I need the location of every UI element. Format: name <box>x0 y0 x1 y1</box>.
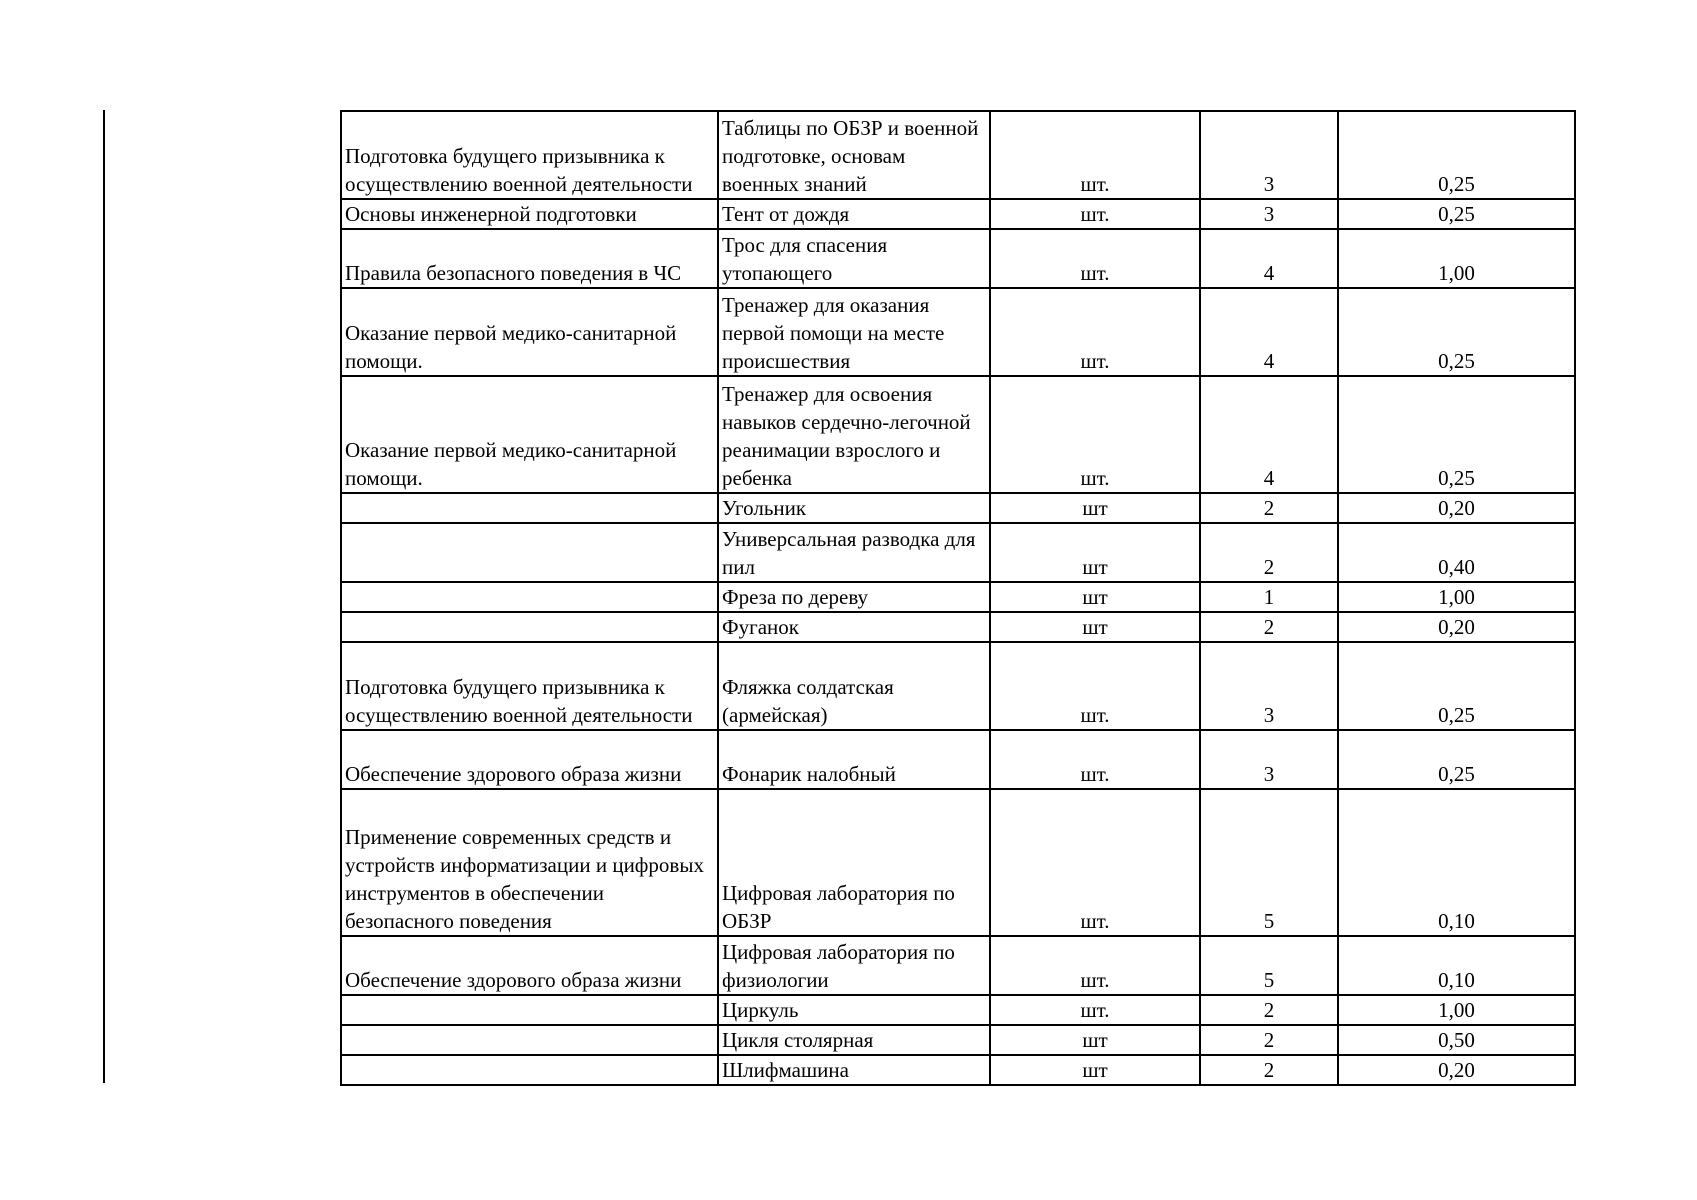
quantity-cell: 4 <box>1200 288 1338 376</box>
unit-cell: шт <box>990 493 1200 523</box>
item-cell: Фуганок <box>718 612 990 642</box>
item-cell: Фонарик налобный <box>718 730 990 789</box>
quantity-cell: 5 <box>1200 936 1338 995</box>
item-cell: Тент от дождя <box>718 199 990 229</box>
section-cell <box>341 995 718 1025</box>
unit-cell: шт. <box>990 229 1200 288</box>
item-cell: Цикля столярная <box>718 1025 990 1055</box>
table-row <box>341 995 1575 1025</box>
ratio-cell: 0,25 <box>1338 199 1575 229</box>
section-cell <box>341 1025 718 1055</box>
section-cell <box>341 493 718 523</box>
quantity-cell: 2 <box>1200 1025 1338 1055</box>
table-row <box>341 730 1575 789</box>
unit-cell: шт. <box>990 376 1200 493</box>
section-cell: Правила безопасного поведения в ЧС <box>341 229 718 288</box>
table-row <box>341 642 1575 730</box>
unit-cell: шт. <box>990 111 1200 199</box>
item-cell: Цифровая лаборатория по физиологии <box>718 936 990 995</box>
quantity-cell: 2 <box>1200 523 1338 582</box>
left-margin-rule <box>103 110 105 1083</box>
equipment-table <box>340 110 1576 1086</box>
ratio-cell: 0,25 <box>1338 288 1575 376</box>
item-cell: Угольник <box>718 493 990 523</box>
ratio-cell: 0,40 <box>1338 523 1575 582</box>
section-cell: Подготовка будущего призывника к осуществлению военной деятельности <box>341 111 718 199</box>
unit-cell: шт. <box>990 789 1200 936</box>
table-row <box>341 582 1575 612</box>
unit-cell: шт <box>990 1025 1200 1055</box>
item-cell: Универсальная разводка для пил <box>718 523 990 582</box>
table-row <box>341 1055 1575 1085</box>
ratio-cell: 0,50 <box>1338 1025 1575 1055</box>
ratio-cell: 0,25 <box>1338 730 1575 789</box>
unit-cell: шт <box>990 612 1200 642</box>
item-cell: Тренажер для оказания первой помощи на месте происшествия <box>718 288 990 376</box>
section-cell: Основы инженерной подготовки <box>341 199 718 229</box>
ratio-cell: 1,00 <box>1338 229 1575 288</box>
ratio-cell: 0,20 <box>1338 493 1575 523</box>
section-cell <box>341 582 718 612</box>
unit-cell: шт. <box>990 995 1200 1025</box>
quantity-cell: 5 <box>1200 789 1338 936</box>
quantity-cell: 3 <box>1200 199 1338 229</box>
table-row <box>341 1025 1575 1055</box>
section-cell <box>341 612 718 642</box>
item-cell: Фляжка солдатская (армейская) <box>718 642 990 730</box>
table-row <box>341 789 1575 936</box>
ratio-cell: 0,20 <box>1338 612 1575 642</box>
section-cell: Обеспечение здорового образа жизни <box>341 730 718 789</box>
table-row <box>341 493 1575 523</box>
table-row <box>341 936 1575 995</box>
quantity-cell: 3 <box>1200 730 1338 789</box>
section-cell: Оказание первой медико-санитарной помощи. <box>341 288 718 376</box>
item-cell: Фреза по дереву <box>718 582 990 612</box>
item-cell: Циркуль <box>718 995 990 1025</box>
item-cell: Шлифмашина <box>718 1055 990 1085</box>
ratio-cell: 0,10 <box>1338 936 1575 995</box>
section-cell: Обеспечение здорового образа жизни <box>341 936 718 995</box>
ratio-cell: 1,00 <box>1338 582 1575 612</box>
quantity-cell: 3 <box>1200 111 1338 199</box>
table-row <box>341 111 1575 199</box>
table-row <box>341 288 1575 376</box>
item-cell: Трос для спасения утопающего <box>718 229 990 288</box>
section-cell: Подготовка будущего призывника к осуществлению военной деятельности <box>341 642 718 730</box>
table-row <box>341 612 1575 642</box>
unit-cell: шт <box>990 1055 1200 1085</box>
unit-cell: шт. <box>990 730 1200 789</box>
quantity-cell: 4 <box>1200 229 1338 288</box>
section-cell <box>341 1055 718 1085</box>
item-cell: Таблицы по ОБЗР и военной подготовке, основам военных знаний <box>718 111 990 199</box>
section-cell <box>341 523 718 582</box>
section-cell: Оказание первой медико-санитарной помощи. <box>341 376 718 493</box>
quantity-cell: 2 <box>1200 995 1338 1025</box>
unit-cell: шт. <box>990 199 1200 229</box>
quantity-cell: 3 <box>1200 642 1338 730</box>
unit-cell: шт. <box>990 936 1200 995</box>
table-row <box>341 229 1575 288</box>
quantity-cell: 2 <box>1200 612 1338 642</box>
item-cell: Тренажер для освоения навыков сердечно-легочной реанимации взрослого и ребенка <box>718 376 990 493</box>
unit-cell: шт. <box>990 642 1200 730</box>
item-cell: Цифровая лаборатория по ОБЗР <box>718 789 990 936</box>
quantity-cell: 2 <box>1200 493 1338 523</box>
table-row <box>341 523 1575 582</box>
table-row <box>341 199 1575 229</box>
table-row <box>341 376 1575 493</box>
quantity-cell: 2 <box>1200 1055 1338 1085</box>
ratio-cell: 1,00 <box>1338 995 1575 1025</box>
unit-cell: шт. <box>990 288 1200 376</box>
unit-cell: шт <box>990 523 1200 582</box>
ratio-cell: 0,25 <box>1338 111 1575 199</box>
section-cell: Применение современных средств и устройств информатизации и цифровых инструментов в обеспечении безопасного поведения <box>341 789 718 936</box>
ratio-cell: 0,25 <box>1338 376 1575 493</box>
quantity-cell: 4 <box>1200 376 1338 493</box>
quantity-cell: 1 <box>1200 582 1338 612</box>
ratio-cell: 0,10 <box>1338 789 1575 936</box>
ratio-cell: 0,25 <box>1338 642 1575 730</box>
unit-cell: шт <box>990 582 1200 612</box>
ratio-cell: 0,20 <box>1338 1055 1575 1085</box>
